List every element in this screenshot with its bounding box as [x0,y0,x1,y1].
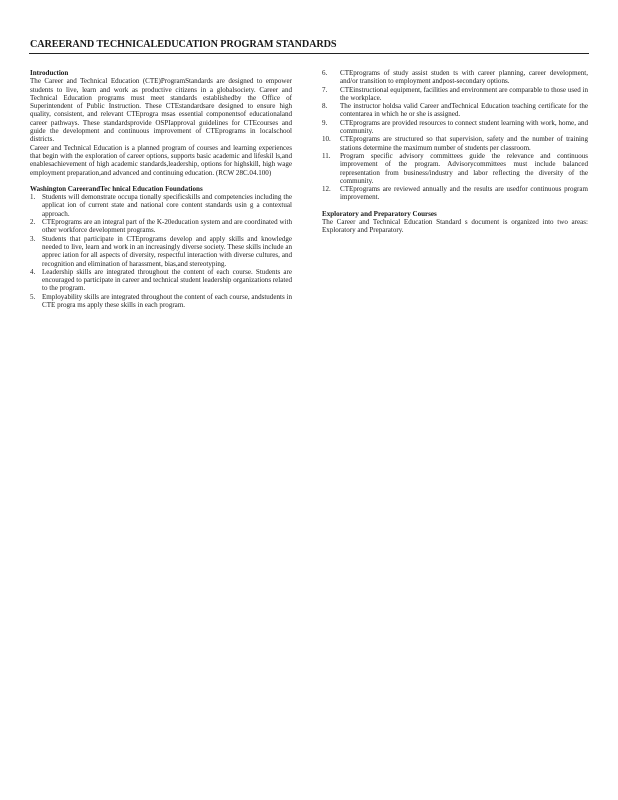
list-item [30,268,292,293]
list-item-number: 9. [322,118,328,127]
list-item-text: Leadership skills are integrated throughout the content of each course. Students are encouraged to participate in career and technical student leadership organizations related to the program. [42,267,292,293]
exploratory-paragraph: The Career and Technical Education Standard s document is organized into two areas: Exploratory and Preparatory. [322,218,588,235]
list-item-number: 4. [30,267,36,276]
list-item [30,235,292,268]
list-item-number: 10. [322,135,331,144]
list-item [322,69,588,86]
list-item-text: CTEinstructional equipment, facilities and environment are comparable to those used in the workplace. [340,85,588,102]
list-item-text: Employability skills are integrated throughout the content of each course, andstudents in CTE progra ms apply these skills in each program. [42,292,292,310]
list-item-text: CTEprograms are an integral part of the K-20education system and are coordinated with other workforce development programs. [42,218,292,235]
introduction-heading: Introduction [30,69,69,77]
list-item-number: 5. [30,292,36,301]
list-item [30,293,292,310]
list-item-number: 7. [322,85,328,94]
left-column [30,69,292,309]
list-item-number: 6. [322,69,328,77]
list-item-text: CTEprograms are reviewed annually and the results are usedfor continuous program improvement. [340,185,588,202]
list-item-number: 1. [30,193,36,202]
list-item [322,185,588,202]
list-item-number: 11. [322,151,331,160]
page-title: CAREERAND TECHNICALEDUCATION PROGRAM STANDARDS [30,39,337,50]
list-item-number: 2. [30,218,36,227]
list-item-text: Students will demonstrate occupa tionally specificskills and competencies including the applicat ion of current state and national core content standards usin g a contextual approach. [42,193,292,218]
list-item-number: 8. [322,102,328,111]
section-spacer [30,177,292,185]
list-item-text: Program specific advisory committees guide the relevance and continuous improvement of the program. Advisorycommittees must include balanced representation from business/industry and labor reflecting the diversity of the community. [340,151,588,185]
list-item-text: Students that participate in CTEprograms develop and apply skills and knowledge needed to live, learn and work in an increasingly diverse society. These skills include an apprec iation for all aspects of diversity, respectful interaction with diverse cultures, and recognition and elimination of harassment, bias,and stereotyping. [42,234,292,268]
list-item [322,102,588,119]
introduction-paragraph-2: Career and Technical Education is a planned program of courses and learning experiences that begin with the exploration of career options, supports basic academic and lifeskil ls,and enablesachievement of high academic standards,leadership, options for highskill, high wage employment preparation,and advanced and continuing education. (RCW 28C.04.100) [30,143,292,177]
section-spacer [322,202,588,210]
list-item [30,193,292,218]
list-item [322,135,588,152]
list-item-text: CTEprograms are structured so that supervision, safety and the number of training stations determine the maximum number of students per classroom. [340,135,588,152]
list-item-number: 3. [30,234,36,243]
foundations-list-continued [322,69,588,202]
list-item-text: CTEprograms are provided resources to connect student learning with work, home, and community. [340,118,588,136]
exploratory-heading: Exploratory and Preparatory Courses [322,209,437,218]
title-divider [29,53,589,54]
introduction-paragraph-1: The Career and Technical Education (CTE)ProgramStandards are designed to empower students to live, learn and work as productive citizens in a globalsociety. Career and Technical Education programs must meet standards establishedby the Office of Superintendent of Public Instruction. These CTEstandardsare designed to ensure high quality, consistent, and relevant CTEprogra msas essential componentsof educationaland career pathways. These standardsprovide OSPIapproval guidelines for CTEcourses and guide the development and continuous improvement of CTEprograms in localschool districts. [30,77,292,144]
list-item-text: The instructor holdsa valid Career andTechnical Education teaching certificate for the contentarea in which he or she is assigned. [340,102,588,119]
foundations-heading: Washington CareerandTec hnical Education Foundations [30,184,203,193]
list-item-text: CTEprograms of study assist studen ts with career planning, career development, and/or transition to employment andpost-secondary options. [340,69,588,86]
foundations-list [30,193,292,309]
list-item [322,119,588,136]
list-item [322,86,588,103]
list-item [322,152,588,185]
right-column [322,69,588,235]
list-item [30,218,292,235]
list-item-number: 12. [322,185,331,194]
